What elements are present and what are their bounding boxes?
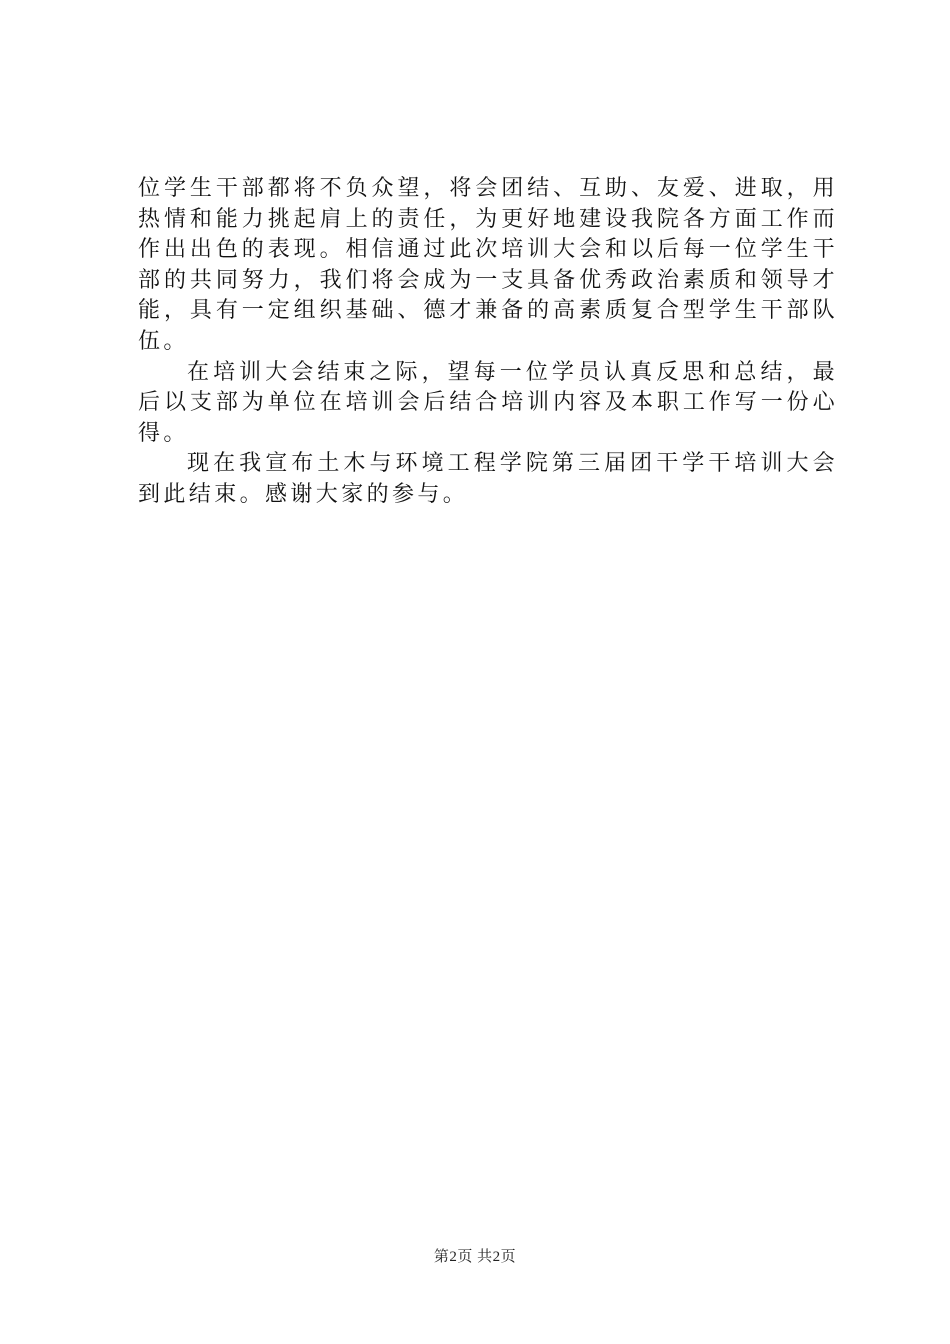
paragraph-continued: 位学生干部都将不负众望，将会团结、互助、友爱、进取，用热情和能力挑起肩上的责任，为更好地建设我院各方面工作而作出出色的表现。相信通过此次培训大会和以后每一位学生干部的共同努力，我们将会成为一支具备优秀政治素质和领导才能，具有一定组织基础、德才兼备的高素质复合型学生干部队伍。 — [138, 176, 838, 354]
paragraph-closing: 现在我宣布土木与环境工程学院第三届团干学干培训大会到此结束。感谢大家的参与。 — [138, 451, 838, 507]
body-text — [138, 174, 838, 511]
paragraph-reflection: 在培训大会结束之际，望每一位学员认真反思和总结，最后以支部为单位在培训会后结合培训内容及本职工作写一份心得。 — [138, 359, 838, 446]
page-footer: 第2页 共2页 — [433, 1249, 517, 1265]
